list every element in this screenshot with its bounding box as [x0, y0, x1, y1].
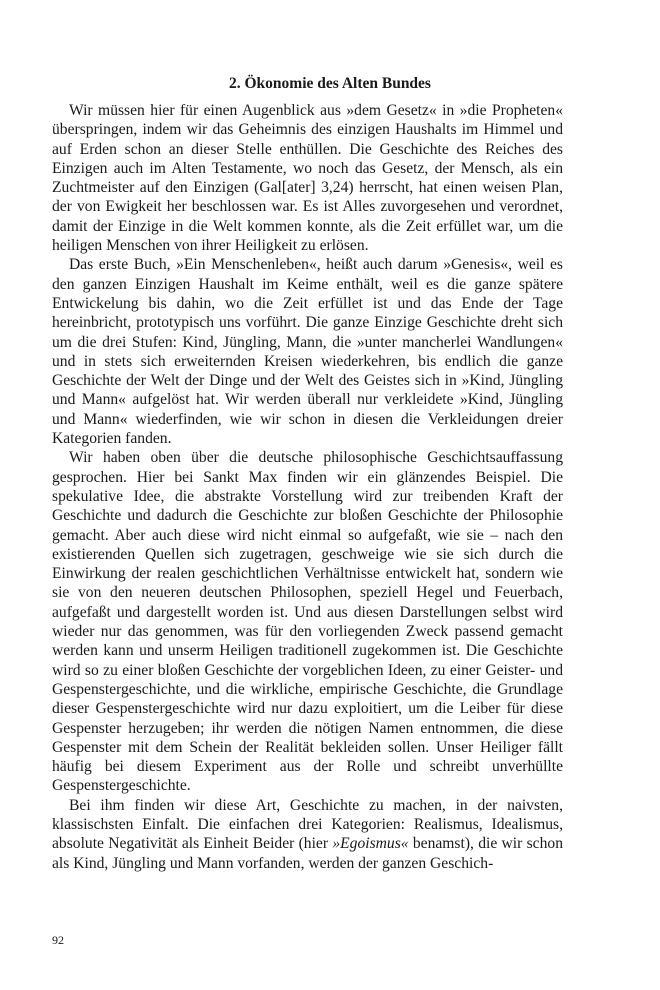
paragraph: Wir müssen hier für einen Augenblick aus »dem Gesetz« in »die Propheten« überspringen, indem wir das Geheimnis des einzigen Haushalts im Himmel und auf Erden schon an dieser Stelle enthüllen. Die Geschichte des Reiches des Einzigen auch im Alten Testamente, wo noch das Gesetz, der Mensch, als ein Zuchtmeister auf den Einzigen (Gal[ater] 3,24) herrscht, hat einen weisen Plan, der von Ewigkeit her beschlossen war. Es ist Alles zuvorgesehen und verordnet, damit der Einzige in die Welt kommen konnte, als die Zeit erfüllet war, um die heiligen Menschen von ihrer Heiligkeit zu erlösen. — [52, 102, 563, 255]
paragraph-text: benamst), die wir schon als Kind, Jüngling und Mann vorfanden, werden der ganzen Geschich- — [52, 835, 563, 872]
italic-term: »Egoismus« — [332, 835, 409, 853]
paragraph-text: Bei ihm finden wir diese Art, Geschichte zu machen, in der naivsten, klassischsten Einfalt. Die einfachen drei Kategorien: Realismus, Idealismus, absolute Negativität als Einheit Beider (hier — [52, 796, 563, 853]
paragraph: Wir haben oben über die deutsche philosophische Geschichtsauffassung gesprochen. Hier bei Sankt Max finden wir ein glänzendes Beispiel. Die spekulative Idee, die abstrakte Vorstellung wird zur treibenden Kraft der Geschichte und dadurch die Geschichte zur bloßen Geschichte der Philosophie gemacht. Aber auch diese wird nicht einmal so aufgefaßt, wie sie – nach den existierenden Quellen sich zugetragen, geschweige wie sie sich durch die Einwirkung der realen geschichtlichen Verhältnisse entwickelt hat, sondern wie sie von den neueren deutschen Philosophen, speziell Hegel und Feuerbach, aufgefaßt und dargestellt worden ist. Und aus diesen Darstellungen selbst wird wieder nur das genommen, was für den vorliegenden Zweck passend gemacht werden kann und unserm Heiligen traditionell zugekommen ist. Die Geschichte wird so zu einer bloßen Geschichte der vorgeblichen Ideen, zu einer Geister- und Gespenstergeschichte, und die wirkliche, empirische Geschichte, die Grundlage dieser Gespenstergeschichte wird nur dazu exploitiert, um die Leiber für diese Gespenster herzugeben; ihr werden die nötigen Namen entnommen, die diese Gespenster mit dem Schein der Realität bekleiden sollen. Unser Heiliger fällt häufig bei diesem Experiment aus der Rolle und schreibt unverhüllte Gespenstergeschichte. — [52, 449, 563, 795]
paragraph: Das erste Buch, »Ein Menschenleben«, heißt auch darum »Genesis«, weil es den ganzen Einzigen Haushalt im Keime enthält, weil es die ganze spätere Entwickelung bis dahin, wo die Zeit erfüllet ist und das Ende der Tage hereinbricht, prototypisch uns vorführt. Die ganze Einzige Geschichte dreht sich um die drei Stufen: Kind, Jüngling, Mann, die »unter mancherlei Wandlungen« und in stets sich erweiternden Kreisen wiederkehren, bis endlich die ganze Geschichte der Welt der Dinge und der Welt des Geistes sich in »Kind, Jüngling und Mann« aufgelöst hat. Wir werden überall nur verkleidete »Kind, Jüngling und Mann« wiederfinden, wie wir schon in diesen die Verkleidungen dreier Kategorien fanden. — [52, 256, 563, 448]
paragraph-last — [52, 796, 563, 873]
section-heading: 2. Ökonomie des Alten Bundes — [229, 75, 431, 92]
body-text — [52, 101, 563, 873]
page-number: 92 — [52, 933, 64, 947]
